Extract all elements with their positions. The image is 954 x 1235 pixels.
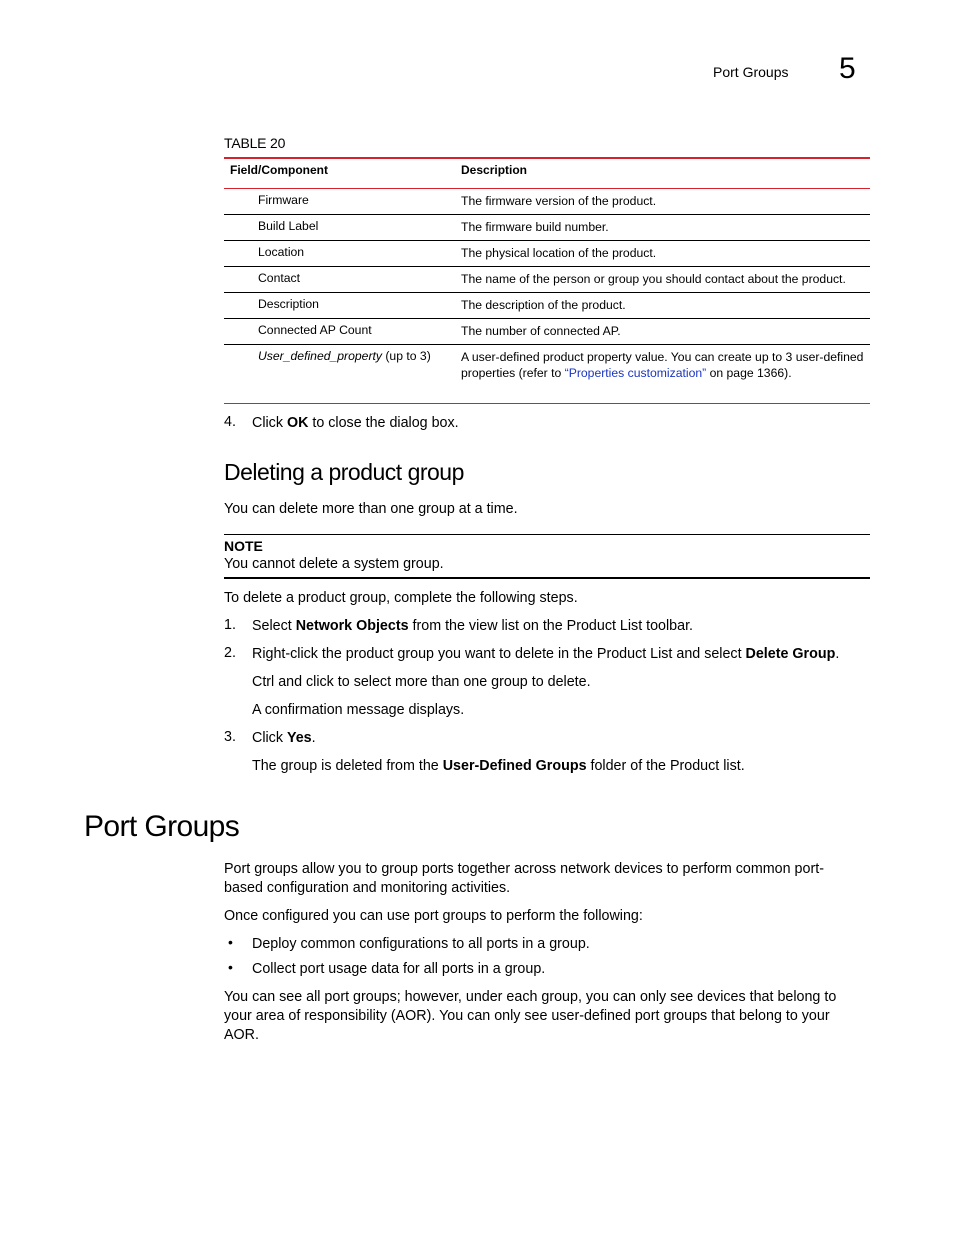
paragraph: Port groups allow you to group ports together across network devices to perform common port-based configuration and monitoring activities. <box>224 861 824 896</box>
note-bottom-rule <box>224 577 870 579</box>
section-heading: Deleting a product group <box>224 459 464 485</box>
field-name-italic: User_defined_property <box>258 349 382 363</box>
step-text-pre: Click <box>252 730 287 746</box>
step-text-pre: Select <box>252 618 296 634</box>
step-text <box>252 617 693 636</box>
step-text-post: folder of the Product list. <box>586 758 745 774</box>
bullet-icon: • <box>228 959 233 975</box>
table-cell-field: Build Label <box>258 219 319 233</box>
paragraph: Once configured you can use port groups to perform the following: <box>224 908 643 924</box>
step-subtext: A confirmation message displays. <box>252 702 465 718</box>
description-text-tail: on page 1366). <box>706 366 792 380</box>
table-cell-field: Connected AP Count <box>258 323 372 337</box>
table-cell-description: The name of the person or group you should contact about the product. <box>461 272 846 286</box>
table-cell-field: Location <box>258 245 305 259</box>
paragraph: To delete a product group, complete the following steps. <box>224 590 578 606</box>
step-number: 3. <box>224 729 236 745</box>
step-text <box>252 414 459 433</box>
bullet-item: Deploy common configurations to all ports in a group. <box>252 936 590 952</box>
step-text-pre: Right-click the product group you want to delete in the Product List and select <box>252 646 746 662</box>
step-number: 2. <box>224 645 236 661</box>
table-cell-description: The description of the product. <box>461 298 626 312</box>
step-text-pre: The group is deleted from the <box>252 758 443 774</box>
table-row <box>224 345 870 403</box>
table-cell-description: The firmware build number. <box>461 220 609 234</box>
step-text-pre: Click <box>252 415 287 431</box>
paragraph: You can delete more than one group at a time. <box>224 501 518 517</box>
step-text <box>252 729 316 748</box>
table-cell-description: The physical location of the product. <box>461 246 657 260</box>
yes-label: Yes <box>286 730 312 746</box>
table-cell-description: The firmware version of the product. <box>461 194 657 208</box>
table-cell-field <box>224 345 461 403</box>
chapter-section-heading: Port Groups <box>84 810 240 843</box>
chapter-number: 5 <box>839 52 856 85</box>
step-subtext: Ctrl and click to select more than one group to delete. <box>252 674 591 690</box>
paragraph: You can see all port groups; however, under each group, you can only see devices that belong to your area of responsibility (AOR). You can only see user-defined port groups that belong to your AOR. <box>224 989 837 1043</box>
step-text-post: . <box>835 646 840 662</box>
step-text-post: from the view list on the Product List toolbar. <box>408 618 694 634</box>
table-row <box>224 241 870 267</box>
note-text: You cannot delete a system group. <box>224 556 444 572</box>
note-top-rule <box>224 534 870 535</box>
step-text-post: . <box>311 730 316 746</box>
ok-label: OK <box>286 415 309 431</box>
product-properties-table <box>224 157 870 404</box>
running-header-title: Port Groups <box>713 64 789 80</box>
column-header-field: Field/Component <box>230 163 328 177</box>
properties-customization-link[interactable]: “Properties customization” <box>564 366 707 380</box>
field-name-suffix: (up to 3) <box>381 349 431 363</box>
network-objects-label: Network Objects <box>295 618 409 634</box>
table-row <box>224 215 870 241</box>
table-caption: TABLE 20 <box>224 135 286 151</box>
table-row <box>224 293 870 319</box>
description-text: A user-defined product property value. You can create up to 3 user-defined properties (refer to <box>461 350 864 380</box>
column-header-description: Description <box>461 163 528 177</box>
delete-group-label: Delete Group <box>745 646 836 662</box>
table-header-row <box>224 159 870 189</box>
table-row <box>224 267 870 293</box>
bullet-item: Collect port usage data for all ports in a group. <box>252 961 546 977</box>
user-defined-groups-label: User-Defined Groups <box>442 758 587 774</box>
table-cell-description <box>461 345 870 403</box>
step-number: 1. <box>224 617 236 633</box>
step-text <box>252 645 839 664</box>
table-cell-description: The number of connected AP. <box>461 324 621 338</box>
table-cell-field: Firmware <box>258 193 309 207</box>
step-text-post: to close the dialog box. <box>308 415 459 431</box>
step-number: 4. <box>224 414 236 430</box>
step-subtext <box>252 757 745 776</box>
table-row <box>224 319 870 345</box>
note-label: NOTE <box>224 538 263 554</box>
table-cell-field: Contact <box>258 271 301 285</box>
table-cell-field: Description <box>258 297 319 311</box>
table-row <box>224 189 870 215</box>
bullet-icon: • <box>228 934 233 950</box>
